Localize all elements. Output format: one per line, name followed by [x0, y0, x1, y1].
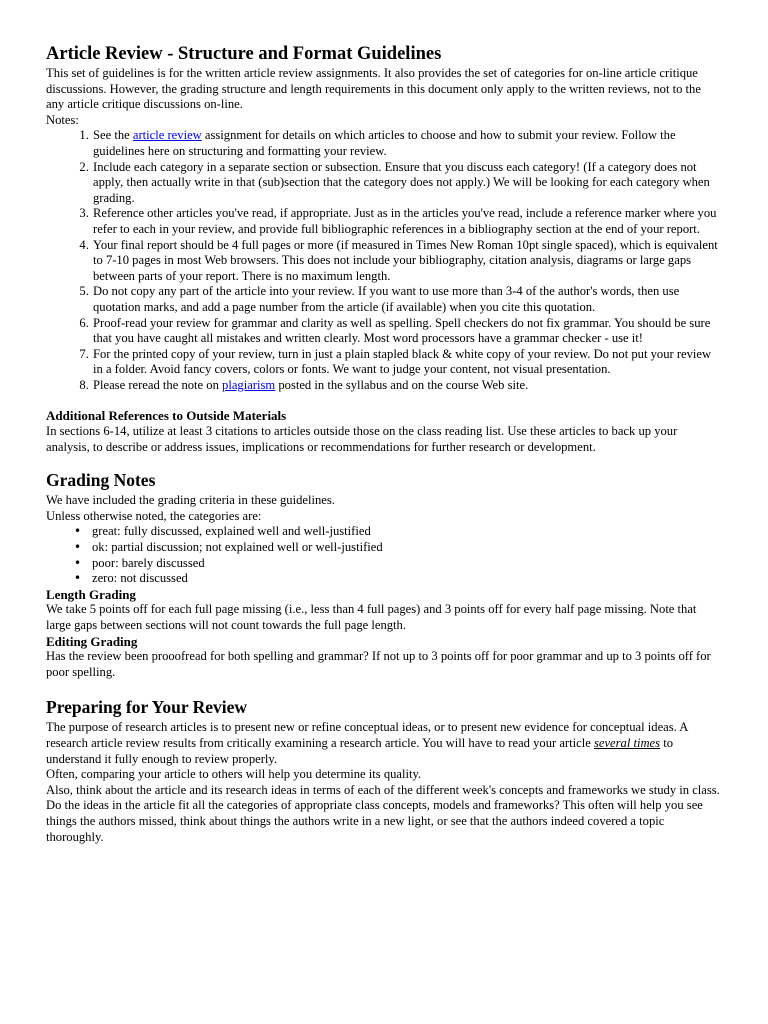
additional-references-text: In sections 6-14, utilize at least 3 citations to articles outside those on the class reading list. Use these articles to back up your analysis, to describe or address issues, implications or recommendations for further research or development. [46, 424, 678, 454]
note-text: See the [93, 128, 133, 143]
note-item: 3. Reference other articles you've read, if appropriate. Just as in the articles you've read, include a reference marker where you refer to each in your review, and provide full bibliographic references in a bibliography section at the end of your report. [92, 206, 722, 237]
grading-line-1: We have included the grading criteria in these guidelines. [46, 493, 335, 508]
article-review-link[interactable]: article review [132, 128, 202, 143]
note-item: 6. Proof-read your review for grammar and clarity as well as spelling. Spell checkers do not fix grammar. You should be sure that you have caught all mistakes and written clearly. Most word processors have a grammar checker - use it! [92, 316, 722, 347]
category-item: • great: fully discussed, explained well and well-justified [92, 524, 722, 540]
note-item [92, 378, 722, 394]
editing-grading-text: Has the review been prooofread for both spelling and grammar? If not up to 3 points off for poor grammar and up to 3 points off for poor spelling. [46, 649, 711, 679]
preparing-text: The purpose of research articles is to present new or refine conceptual ideas, or to present new evidence for conceptual ideas. A research article review results from critically examining a research article. You will have to read your article [46, 720, 688, 750]
preparing-paragraph-2: Often, comparing your article to others will help you determine its quality. [46, 767, 422, 782]
note-item: 5. Do not copy any part of the article into your review. If you want to use more than 3-4 of the author's words, then use quotation marks, and add a page number from the article (if available) when you cite this quotation. [92, 284, 722, 315]
editing-grading-heading: Editing Grading [46, 633, 138, 649]
category-item: • ok: partial discussion; not explained well or well-justified [92, 540, 722, 556]
plagiarism-link[interactable]: plagiarism [222, 377, 276, 392]
note-text: assignment for details on which articles to choose and how to submit your review. Follow the guidelines here on structuring and formatting your review. [93, 128, 676, 158]
note-item: 4. Your final report should be 4 full pages or more (if measured in Times New Roman 10pt single spaced), which is equivalent to 7-10 pages in most Web browsers. This does not include your bibliography, citation analysis, diagrams or large gaps between parts of your report. There is no maximum length. [92, 238, 722, 285]
note-item: 7. For the printed copy of your review, turn in just a plain stapled black & white copy of your review. Do not put your review in a folder. Avoid fancy covers, colors or fonts. We want to judge your content, not visual presentation. [92, 347, 722, 378]
notes-list [46, 128, 722, 393]
note-item: 2. Include each category in a separate section or subsection. Ensure that you discuss each category! (If a category does not apply, then actually write in that (sub)section that the category does not apply.) We will be looking for each category when grading. [92, 160, 722, 207]
category-item: • poor: barely discussed [92, 556, 722, 572]
preparing-paragraph-1 [46, 720, 722, 767]
preparing-heading: Preparing for Your Review [46, 697, 248, 718]
note-item [92, 128, 722, 159]
intro-paragraph: This set of guidelines is for the written article review assignments. It also provides the set of categories for on-line article critique discussions. However, the grading structure and length requirements in this document only apply to the written reviews, not to the any article critique discussions on-line. [46, 66, 701, 112]
emphasis-several-times: several times [593, 735, 661, 750]
grading-line-2: Unless otherwise noted, the categories are: [46, 508, 262, 523]
additional-references-heading: Additional References to Outside Materials [46, 408, 287, 424]
length-grading-heading: Length Grading [46, 586, 136, 602]
categories-list [46, 524, 722, 586]
note-text: posted in the syllabus and on the course Web site. [275, 377, 529, 392]
notes-label: Notes: [46, 112, 79, 127]
page-title: Article Review - Structure and Format Guidelines [46, 44, 442, 64]
grading-notes-heading: Grading Notes [46, 470, 156, 491]
note-text: Please reread the note on [93, 377, 223, 392]
preparing-paragraph-3: Also, think about the article and its research ideas in terms of each of the different week's concepts and frameworks we study in class. Do the ideas in the article fit all the categories of appropriate class concepts, models and frameworks? This often will help you see things the authors missed, think about things the authors write in a new light, or see that the authors indeed covered a topic thoroughly. [46, 782, 720, 844]
length-grading-text: We take 5 points off for each full page missing (i.e., less than 4 full pages) and 3 points off for every half page missing. Note that large gaps between sections will not count towards the full page length. [46, 602, 697, 632]
category-item: • zero: not discussed [92, 571, 722, 587]
preparing-text: to understand it fully enough to review properly. [46, 735, 674, 766]
